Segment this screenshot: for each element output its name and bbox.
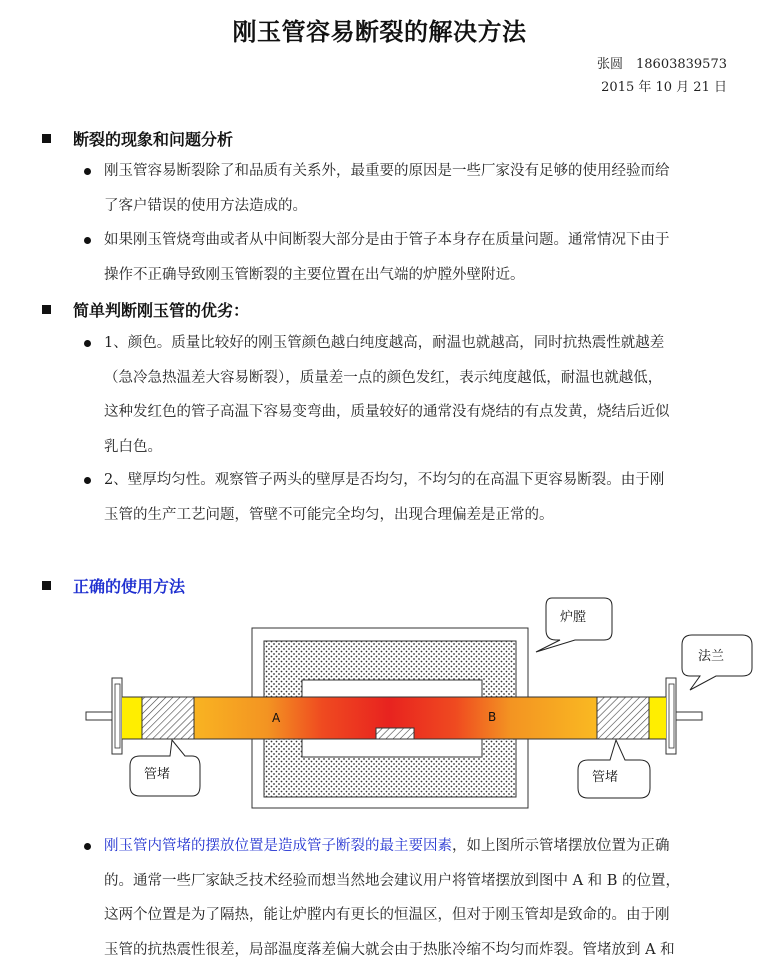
page-title: 刚玉管容易断裂的解决方法 bbox=[232, 18, 527, 46]
left-tube-plug bbox=[142, 697, 194, 739]
callout-left-plug-label: 管堵 bbox=[144, 767, 171, 782]
label-b: B bbox=[488, 710, 497, 724]
highlight-text: 刚玉管内管堵的摆放位置是造成管子断裂的最主要因素 bbox=[104, 838, 452, 854]
tube-furnace-diagram bbox=[80, 595, 759, 810]
date-line: 2015 年 10 月 21 日 bbox=[601, 80, 727, 95]
right-tube-plug bbox=[597, 697, 649, 739]
list-item: 1、颜色。质量比较好的刚玉管颜色越白纯度越高，耐温也就越高，同时抗热震性就越差 （急冷急热温差大容易断裂），质量差一点的颜色发红，表示纯度越低，耐温也就越低， 这种发红色的管子高温下容易变弯曲，质量较好的通常没有烧结的有点发黄，烧结后近似 乳白色。 bbox=[84, 326, 729, 464]
square-bullet-icon bbox=[42, 134, 51, 143]
callout-chamber bbox=[536, 598, 612, 652]
list-item: 2、壁厚均匀性。观察管子两头的壁厚是否均匀，不均匀的在高温下更容易断裂。由于刚 玉管的生产工艺问题，管壁不可能完全均匀，出现合理偏差是正常的。 bbox=[84, 463, 729, 532]
list-item: 刚玉管内管堵的摆放位置是造成管子断裂的最主要因素，如上图所示管堵摆放位置为正确 的。通常一些厂家缺乏技术经验而想当然地会建议用户将管堵摆放到图中 A 和 B 的位置， 这两个位置是为了隔热，能让炉膛内有更长的恒温区，但对于刚玉管却是致命的。由于刚 玉管的抗热震性很差，局部温度落差偏大就会由于热胀冷缩不均匀而炸裂。管堵放到 A 和 bbox=[84, 829, 729, 967]
bullet-icon bbox=[84, 168, 91, 175]
callout-chamber-label: 炉膛 bbox=[560, 610, 587, 625]
section-heading-usage: 正确的使用方法 bbox=[42, 574, 185, 597]
callout-right-plug-label: 管堵 bbox=[592, 770, 619, 785]
list-item: 如果刚玉管烧弯曲或者从中间断裂大部分是由于管子本身存在质量问题。通常情况下由于 操作不正确导致刚玉管断裂的主要位置在出气端的炉膛外壁附近。 bbox=[84, 223, 729, 292]
bullet-icon bbox=[84, 340, 91, 347]
bullet-icon bbox=[84, 477, 91, 484]
section-heading-quality: 简单判断刚玉管的优劣： bbox=[42, 298, 249, 321]
author-line: 张圆 18603839573 bbox=[597, 57, 727, 72]
section-heading-fracture: 断裂的现象和问题分析 bbox=[42, 127, 233, 150]
square-bullet-icon bbox=[42, 581, 51, 590]
bullet-icon bbox=[84, 237, 91, 244]
bullet-icon bbox=[84, 843, 91, 850]
callout-flange-label: 法兰 bbox=[698, 649, 725, 664]
callout-right-plug bbox=[578, 740, 650, 798]
label-a: A bbox=[272, 711, 281, 725]
sample-boat bbox=[376, 728, 414, 739]
list-item: 刚玉管容易断裂除了和品质有关系外，最重要的原因是一些厂家没有足够的使用经验而给 了客户错误的使用方法造成的。 bbox=[84, 154, 729, 223]
square-bullet-icon bbox=[42, 305, 51, 314]
left-gas-inlet bbox=[86, 712, 112, 720]
right-gas-outlet bbox=[676, 712, 702, 720]
